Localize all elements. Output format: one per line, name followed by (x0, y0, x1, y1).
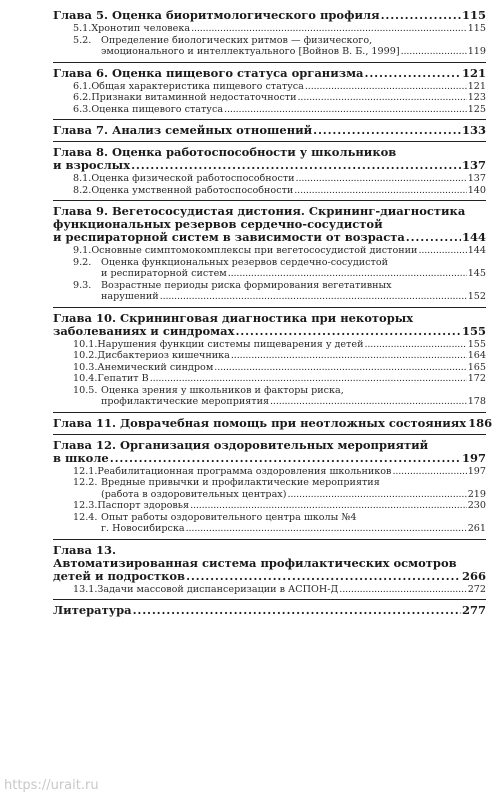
sub-title-line: Оценка умственной работоспособности (91, 184, 294, 196)
subsection-entry (53, 339, 486, 351)
subsection-entry (53, 466, 486, 478)
sub-title-line: Основные симптомокомплексы при вегетососудистой дистонии (91, 245, 418, 256)
sub-title-row (73, 23, 486, 35)
sub-title-line: Хронотип человека (91, 23, 191, 34)
page-number: 219 (467, 488, 486, 500)
subsection-title: Вредные привычки и профилактические мероприятия (101, 477, 380, 488)
page-number: 197 (467, 465, 486, 477)
sub-title-line: Задачи массовой диспансеризации в АСПОН-Д (97, 583, 339, 595)
divider (53, 119, 486, 120)
dot-leader (110, 452, 461, 465)
divider (53, 307, 486, 308)
dot-leader (298, 92, 467, 104)
sub-title-row (73, 362, 486, 374)
chapter-title-line: Глава 9. Вегетососудистая дистония. Скрининг-диагностика (53, 204, 466, 218)
chapter-entry (53, 67, 486, 80)
table-of-contents (53, 8, 493, 617)
divider (53, 434, 486, 435)
page-number: 155 (467, 338, 486, 350)
sub-title-line: Общая характеристика пищевого статуса (91, 80, 304, 92)
page-number: 144 (461, 230, 486, 244)
page-number: 144 (467, 245, 486, 256)
page-number: 230 (467, 500, 486, 511)
page-number: 121 (467, 80, 486, 92)
subsection-number: 5.2. (73, 34, 92, 46)
page-number: 186 (468, 415, 493, 430)
sub-title-row (73, 173, 486, 185)
sub-title-row (73, 81, 486, 93)
divider (53, 539, 486, 540)
subsection-entry (53, 477, 486, 500)
page-number: 165 (467, 361, 486, 373)
sub-title-line: профилактические мероприятия (101, 396, 270, 407)
page-number: 125 (467, 103, 486, 115)
subsection-number: 6.1. (73, 80, 92, 92)
chapter-title-line: и респираторной систем в зависимости от возраста (53, 230, 405, 244)
subsection-entry (53, 185, 486, 197)
chapter-entry (53, 544, 486, 583)
subsection-number: 9.1. (73, 245, 92, 256)
subsection-number: 10.3. (73, 361, 98, 373)
subsection-number: 12.4. (73, 511, 98, 523)
page-number: 172 (467, 373, 486, 384)
sub-title-row (73, 92, 486, 104)
sub-title-row (73, 466, 486, 478)
chapter-title-row (53, 452, 486, 465)
sub-title-row (73, 185, 486, 197)
sub-title-line: г. Новосибирска (101, 523, 185, 534)
page-number: 261 (467, 523, 486, 534)
subsection-number: 12.2. (73, 477, 98, 488)
page-number: 277 (461, 603, 486, 617)
chapter-title-line: Глава 12. Организация оздоровительных мероприятий (53, 437, 429, 452)
sub-title-line (73, 512, 486, 524)
subsection-entry (53, 362, 486, 374)
subsection-number: 5.1. (73, 23, 92, 34)
sub-title-row (73, 523, 486, 535)
dot-leader (392, 466, 466, 478)
dot-leader (186, 523, 467, 535)
sub-title-line: Гепатит В (97, 373, 149, 384)
dot-leader (401, 46, 467, 58)
chapter-entry (53, 415, 493, 430)
subsection-entry (53, 245, 486, 257)
chapter-title-line: заболеваниях и синдромах (53, 323, 235, 338)
dot-leader (150, 373, 467, 385)
chapter-title-row (53, 325, 486, 338)
dot-leader (235, 325, 461, 338)
dot-leader (224, 104, 467, 116)
dot-leader (133, 604, 461, 617)
dot-leader (186, 570, 461, 583)
dot-leader (294, 185, 466, 197)
subsection-number: 9.3. (73, 279, 92, 291)
subsection-number: 10.5. (73, 384, 98, 396)
sub-title-line (73, 257, 486, 269)
subsection-entry (53, 373, 486, 385)
subsection-title: Оценка функциональных резервов сердечно-сосудистой (101, 256, 389, 268)
dot-leader (131, 159, 461, 172)
sub-title-line: Реабилитационная программа оздоровления школьников (97, 465, 392, 477)
sub-title-row (73, 350, 486, 362)
chapter-title-row (53, 231, 486, 244)
sub-title-row (73, 291, 486, 303)
subsection-number: 8.1. (73, 173, 92, 184)
chapter-entry (53, 604, 486, 617)
dot-leader (418, 245, 466, 257)
subsection-entry (53, 81, 486, 93)
chapter-title-line: Литература (53, 603, 132, 617)
sub-title-line: Анемический синдром (97, 361, 214, 373)
page-number: 155 (461, 323, 486, 338)
sub-title-row (73, 500, 486, 512)
subsection-entry (53, 280, 486, 303)
page-number: 119 (467, 46, 486, 57)
chapter-title-line: Автоматизированная система профилактических осмотров (53, 555, 457, 570)
chapter-entry (53, 124, 486, 137)
subsection-entry (53, 512, 486, 535)
divider (53, 141, 486, 142)
chapter-title-line: Глава 10. Скрининговая диагностика при некоторых (53, 310, 414, 325)
subsection-entry (53, 92, 486, 104)
chapter-entry (53, 146, 486, 172)
dot-leader (228, 268, 467, 280)
dot-leader (406, 231, 461, 244)
page-number: 123 (467, 92, 486, 103)
sub-title-row (73, 46, 486, 58)
chapter-title-row (53, 9, 486, 22)
subsection-number: 10.2. (73, 350, 98, 361)
page-number: 164 (467, 350, 486, 361)
subsection-number: 8.2. (73, 184, 92, 196)
chapter-title-line: Глава 7. Анализ семейных отношений (53, 123, 313, 137)
divider (53, 62, 486, 63)
sub-title-row (73, 268, 486, 280)
subsection-title: Возрастные периоды риска формирования вегетативных (101, 279, 392, 291)
subsection-title: Опыт работы оздоровительного центра школы №4 (101, 511, 357, 523)
sub-title-row (73, 373, 486, 385)
subsection-title: Определение биологических ритмов — физического, (101, 34, 373, 46)
subsection-number: 13.1. (73, 583, 98, 595)
page-number: 133 (461, 123, 486, 137)
chapter-title-row (53, 604, 486, 617)
chapter-title-row (53, 67, 486, 80)
subsection-number: 12.1. (73, 465, 98, 477)
subsection-number: 10.1. (73, 338, 98, 350)
chapter-title-line: Глава 11. Доврачебная помощь при неотложных состояниях (53, 415, 467, 430)
sub-title-row (73, 489, 486, 501)
dot-leader (381, 9, 461, 22)
chapter-title-line: и взрослых (53, 158, 131, 172)
dot-leader (160, 291, 467, 303)
dot-leader (313, 124, 461, 137)
dot-leader (296, 173, 467, 185)
divider (53, 412, 486, 413)
dot-leader (270, 396, 467, 408)
chapter-entry (53, 205, 486, 244)
subsection-entry (53, 23, 486, 35)
sub-title-line (73, 35, 486, 47)
chapter-title-line: Глава 6. Оценка пищевого статуса организма (53, 65, 364, 80)
sub-title-line: и респираторной систем (101, 268, 227, 279)
page-number: 137 (461, 158, 486, 172)
divider (53, 200, 486, 201)
page-number: 121 (461, 65, 486, 80)
subsection-number: 6.2. (73, 92, 92, 103)
sub-title-line: Нарушения функции системы пищеварения у детей (97, 338, 364, 350)
chapter-title-row (53, 124, 486, 137)
subsection-entry (53, 173, 486, 185)
page-number: 140 (467, 184, 486, 196)
sub-title-line: эмоционального и интеллектуального [Войнов В. Б., 1999] (101, 46, 400, 57)
subsection-entry (53, 104, 486, 116)
subsection-entry (53, 500, 486, 512)
sub-title-row (73, 104, 486, 116)
subsection-title: Оценка зрения у школьников и факторы риска, (101, 384, 344, 396)
subsection-entry (53, 35, 486, 58)
sub-title-line: нарушений (101, 291, 159, 302)
dot-leader (190, 500, 467, 512)
page-number: 266 (461, 568, 486, 583)
subsection-number: 6.3. (73, 103, 92, 115)
subsection-entry (53, 584, 486, 596)
page-number: 178 (467, 396, 486, 407)
page-number: 115 (467, 23, 486, 34)
sub-title-row (73, 339, 486, 351)
sub-title-line: Оценка физической работоспособности (91, 173, 295, 184)
dot-leader (365, 67, 461, 80)
sub-title-line: Дисбактериоз кишечника (97, 350, 230, 361)
subsection-entry (53, 257, 486, 280)
dot-leader (214, 362, 466, 374)
chapter-title-row (53, 159, 486, 172)
dot-leader (305, 81, 467, 93)
sub-title-line (73, 477, 486, 489)
subsection-number: 9.2. (73, 256, 92, 268)
page-number: 197 (461, 450, 486, 465)
chapter-title-row (53, 570, 486, 583)
sub-title-row (73, 245, 486, 257)
sub-title-line: Оценка пищевого статуса (91, 103, 224, 115)
dot-leader (339, 584, 466, 596)
page-number: 137 (467, 173, 486, 184)
page-number: 115 (461, 8, 486, 22)
sub-title-line: Паспорт здоровья (97, 500, 190, 511)
chapter-entry (53, 439, 486, 465)
sub-title-line: (работа в оздоровительных центрах) (101, 488, 287, 500)
sub-title-row (73, 584, 486, 596)
chapter-title-line: в школе (53, 450, 109, 465)
page-number: 145 (467, 268, 486, 279)
chapter-entry (53, 312, 486, 338)
sub-title-line (73, 385, 486, 397)
chapter-title-row (53, 415, 493, 430)
chapter-title-line: функциональных резервов сердечно-сосудистой (53, 217, 383, 231)
divider (53, 599, 486, 600)
sub-title-line (73, 280, 486, 292)
chapter-entry (53, 9, 486, 22)
page-number: 272 (467, 583, 486, 595)
chapter-title-line: детей и подростков (53, 568, 186, 583)
subsection-number: 12.3. (73, 500, 98, 511)
sub-title-row (73, 396, 486, 408)
subsection-entry (53, 350, 486, 362)
dot-leader (287, 489, 466, 501)
dot-leader (191, 23, 467, 35)
chapter-title-line: Глава 5. Оценка биоритмологического профиля (53, 8, 380, 22)
subsection-entry (53, 385, 486, 408)
page-number: 152 (467, 291, 486, 302)
subsection-number: 10.4. (73, 373, 98, 384)
chapter-title-line: Глава 13. (53, 542, 116, 557)
chapter-title-line: Глава 8. Оценка работоспособности у школьников (53, 145, 397, 159)
watermark: https://urait.ru (4, 778, 99, 793)
dot-leader (364, 339, 466, 351)
dot-leader (231, 350, 467, 362)
sub-title-line: Признаки витаминной недостаточности (91, 92, 297, 103)
